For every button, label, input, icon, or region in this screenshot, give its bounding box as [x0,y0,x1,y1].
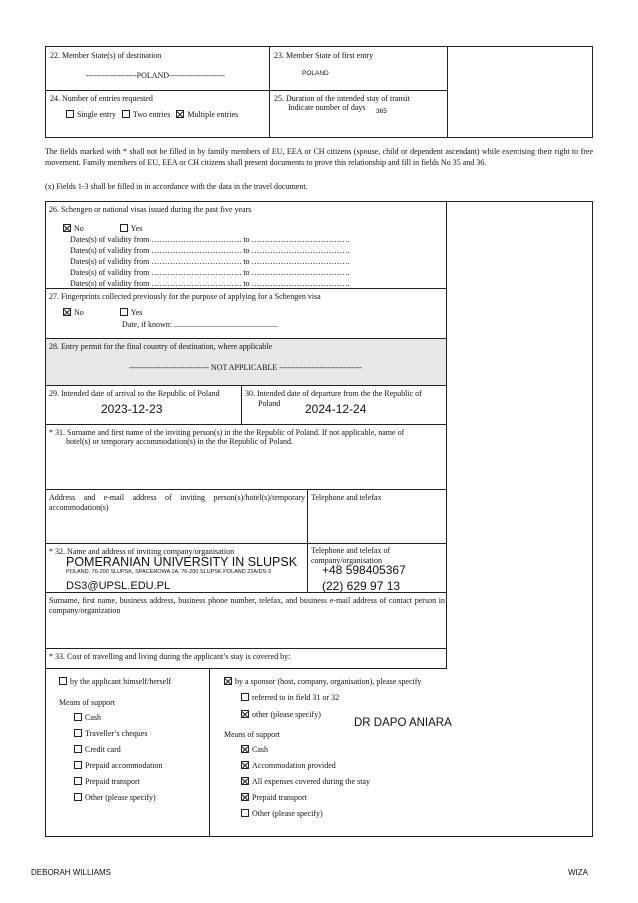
footer-document-type: WIZA [568,868,588,877]
self-prepaid-transport-label: Prepaid transport [85,777,140,786]
inviting-address-label: Address and e-mail address of inviting person(s)/hotel(s)/temporary accommodation(s) [49,493,305,512]
company-telephone-2[interactable]: (22) 629 97 13 [322,579,401,593]
sponsor-ref-checkbox[interactable] [241,693,249,701]
sponsor-all-expenses-checkbox[interactable] [241,777,249,785]
self-cash-checkbox[interactable] [74,713,82,721]
field-31-label-line2: hotel(s) or temporary accommodation(s) in the the Republic of Poland. [66,437,294,446]
sponsor-option [224,677,421,686]
self-cheques-label: Traveller’s cheques [85,729,148,738]
field-28-value[interactable]: ------------------------------ NOT APPLICABLE ------------------------------- [129,363,362,372]
fingerprints-date[interactable]: Date, if known: .................................................... [122,320,278,329]
field-28 [45,338,447,386]
visa-yes-checkbox[interactable] [120,224,128,232]
fingerprints-no-checkbox[interactable] [63,308,71,316]
inviting-address-cell [45,489,307,544]
sponsor-means-item [241,761,336,770]
field-31 [45,424,447,490]
field-29 [45,385,242,425]
self-means-item [74,729,147,738]
validity-row[interactable]: Dates(s) of validity from ……………………………. to ………………………………. [70,268,350,277]
multiple-entries-label: Multiple entries [187,110,239,119]
visa-no-checkbox[interactable] [63,224,71,232]
validity-row[interactable]: Dates(s) of validity from ……………………………. to ………………………………. [70,279,350,288]
contact-person-cell [45,592,447,649]
inviting-telephone-cell [307,489,447,544]
sponsor-all-expenses-label: All expenses covered during the stay [252,777,370,786]
company-address[interactable]: POLAND, 76-200 SLUPSK, SPACEROWA 1A, 76-200 SLUPSK POLAND 22A/DS-3 [66,569,272,575]
sponsor-other-means-label: Other (please specify) [252,809,323,818]
field-28-label: 28. Entry permit for the final country of destination, where applicable [49,342,273,351]
field-25-sublabel: Indicate number of days [288,103,366,112]
field-24 [45,90,269,138]
field-22 [45,46,269,91]
sponsor-means-item [241,777,370,786]
sponsor-means-item [241,793,307,802]
self-means-item [74,745,121,754]
field-33-label: * 33. Cost of travelling and living during the applicant’s stay is covered by: [49,652,291,661]
self-cheques-checkbox[interactable] [74,729,82,737]
company-telephone-label: Telephone and telefax of company/organisation [311,546,391,565]
validity-row[interactable]: Dates(s) of validity from ……………………………. to ………………………………. [70,246,350,255]
field-30 [241,385,447,425]
field-25 [269,90,448,138]
field-23 [269,46,448,91]
self-credit-card-checkbox[interactable] [74,745,82,753]
validity-row[interactable]: Dates(s) of validity from ……………………………. to ………………………………. [70,257,350,266]
field-32-label: * 32. Name and address of inviting company/organisation [49,547,235,556]
self-prepaid-accommodation-label: Prepaid accommodation [85,761,163,770]
field-24-label: 24. Number of entries requested [50,94,153,103]
field-30-label: 30. Intended date of departure from the the Republic of [245,389,422,398]
field-22-value[interactable]: -------------------POLAND--------------------- [86,71,226,80]
field-29-label: 29. Intended date of arrival to the Republic of Poland [49,389,220,398]
self-cash-label: Cash [85,713,101,722]
field-27 [45,288,447,339]
footer-applicant-name: DEBORAH WILLIAMS [31,868,112,877]
self-prepaid-transport-checkbox[interactable] [74,777,82,785]
two-entries-label: Two entries [132,110,171,119]
field-26-options [63,224,142,233]
self-means-item [74,777,140,786]
sponsor-cash-label: Cash [252,745,268,754]
field-31-label: * 31. Surname and first name of the inviting person(s) in the the Republic of Poland. If not applicable, name of [49,428,405,437]
visa-no-label: No [74,224,84,233]
sponsor-accommodation-checkbox[interactable] [241,761,249,769]
field-30-label-line2: Poland [258,399,281,408]
field-26 [45,201,447,289]
entries-options [66,110,238,119]
self-means-item [74,793,156,802]
field-33-divider [209,668,210,837]
sponsor-other-means-checkbox[interactable] [241,809,249,817]
field-25-value[interactable]: 365 [376,108,387,115]
sponsor-ref-option [241,693,339,702]
sponsor-means-item [241,745,268,754]
sponsor-name[interactable]: DR DAPO ANIARA [354,717,452,729]
inviting-telephone-label: Telephone and telefax [311,493,382,502]
field-25-label: 25. Duration of the intended stay of transit [274,94,410,103]
company-telephone-1[interactable]: +48 598405367 [322,563,406,577]
two-entries-checkbox[interactable] [122,110,130,118]
company-name[interactable]: POMERANIAN UNIVERSITY IN SLUPSK [66,555,298,569]
single-entry-label: Single entry [77,110,116,119]
sponsor-means-item [241,809,323,818]
field-27-options [63,308,142,317]
arrival-date[interactable]: 2023-12-23 [101,402,163,416]
contact-person-label: Surname, first name, business address, business phone number, telefax, and business e-mail address of contact person in company/organization [49,596,445,615]
fingerprints-no-label: No [74,308,84,317]
self-funded-checkbox[interactable] [59,677,67,685]
self-credit-card-label: Credit card [85,745,121,754]
departure-date[interactable]: 2024-12-24 [305,402,367,416]
field-23-value[interactable]: POLAND [302,70,329,77]
field-26-label: 26. Schengen or national visas issued during the past five years [49,205,252,214]
self-funded-label: by the applicant himself/herself [70,677,172,686]
sponsor-other-option [241,710,321,719]
self-means-item [74,713,101,722]
self-funded-option [59,677,171,686]
sponsor-label: by a sponsor (host, company, organisation), please specify [235,677,422,686]
sponsor-means-label: Means of support [224,730,280,739]
sponsor-prepaid-transport-label: Prepaid transport [252,793,307,802]
sponsor-other-label: other (please specify) [252,710,321,719]
sponsor-other-checkbox[interactable] [241,710,249,718]
self-other-label: Other (please specify) [85,793,156,802]
self-means-item [74,761,163,770]
fingerprints-yes-label: Yes [130,308,143,317]
field-22-label: 22. Member State(s) of destination [50,51,162,60]
field-33-header [45,648,447,669]
fingerprints-yes-checkbox[interactable] [120,308,128,316]
company-telephone-cell [307,543,447,593]
sponsor-checkbox[interactable] [224,677,232,685]
visa-yes-label: Yes [130,224,143,233]
validity-row[interactable]: Dates(s) of validity from ……………………………. to ………………………………. [70,235,350,244]
sponsor-prepaid-transport-checkbox[interactable] [241,793,249,801]
note-fields-1-3: (x) Fields 1-3 shall be filled in in accordance with the data in the travel document. [45,182,308,191]
field-27-label: 27. Fingerprints collected previously for the purpose of applying for a Schengen visa [49,292,321,301]
self-means-label: Means of support [59,698,115,707]
self-other-checkbox[interactable] [74,793,82,801]
self-prepaid-accommodation-checkbox[interactable] [74,761,82,769]
single-entry-checkbox[interactable] [66,110,74,118]
sponsor-ref-label: referred to in field 31 or 32 [252,693,340,702]
field-23-label: 23. Member State of first entry [274,51,374,60]
sponsor-accommodation-label: Accommodation provided [252,761,336,770]
note-family-members: The fields marked with * shall not be filled in by family members of EU, EEA or CH citizens (spouse, child or dependent ascendant) while exercising their right to free movement. Family members of EU, EEA or CH citizens shall present documents to prove this relationship and fill in fields No 35 and 36. [45,147,593,167]
company-email[interactable]: DS3@UPSL.EDU.PL [66,580,171,592]
field-32 [45,543,307,593]
multiple-entries-checkbox[interactable] [176,110,184,118]
sponsor-cash-checkbox[interactable] [241,745,249,753]
